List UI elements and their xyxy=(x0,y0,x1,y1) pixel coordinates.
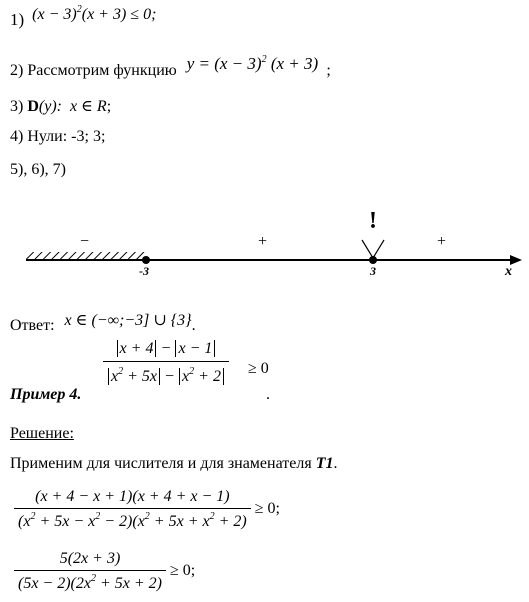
example-4-fraction: $\frac{x + 4 - x - 1}{x^2 + 5x - x^2 + 2}$ xyxy=(103,340,229,386)
touch-arc xyxy=(362,240,384,258)
answer-expression: x ∈ (−∞;−3] ∪ {3} xyxy=(64,312,192,329)
step-2-rhs: ≥ 0; xyxy=(170,562,196,580)
step-1-rhs: ≥ 0; xyxy=(254,500,280,518)
step-1-fraction: $\frac{(x + 4 - x + 1)(x + 4 + x - 1)}{(x^2 + 5x - x^2 - 2)(x^2 + 5x + x^2 + 2)}$ xyxy=(14,488,251,531)
item-1 xyxy=(10,4,157,30)
example-4-end: . xyxy=(266,386,270,403)
item-1-expression: $(x - 3)^2(x + 3) \le 0$; xyxy=(32,4,157,23)
item-3 xyxy=(10,96,111,116)
label-x: x xyxy=(505,264,512,279)
number-line xyxy=(0,200,529,290)
item-3-number: 3) xyxy=(10,98,24,115)
sign-interval-1: − xyxy=(80,233,90,250)
item-2 xyxy=(10,54,331,79)
answer-end: . xyxy=(191,317,196,334)
step-2-fraction: $\frac{5(2x + 3)}{(5x - 2)(2x^2 + 5x + 2)}$ xyxy=(14,550,166,593)
item-1-number: 1) xyxy=(10,10,25,29)
item-2-end: ; xyxy=(326,62,331,79)
step-2 xyxy=(14,550,195,593)
item-3-domain: D xyxy=(27,98,39,115)
label-minus-3: -3 xyxy=(139,264,149,278)
solution-text: Применим для числителя и для знаменателя T1. xyxy=(10,455,338,472)
shaded-region xyxy=(26,252,146,259)
example-4-label: Пример 4. xyxy=(10,386,82,403)
example-4-rhs: ≥ 0 xyxy=(248,360,269,377)
item-3-end: ; xyxy=(106,98,112,115)
item-4: 4) Нули: -3; 3; xyxy=(10,128,106,145)
answer xyxy=(10,312,196,332)
point-minus-3 xyxy=(142,256,150,264)
step-1 xyxy=(14,488,280,531)
answer-label: Ответ: xyxy=(10,317,55,334)
sign-interval-2: + xyxy=(258,233,268,250)
exclamation-mark: ! xyxy=(369,208,377,234)
label-3: 3 xyxy=(370,264,376,278)
theorem-ref: T1 xyxy=(315,455,334,472)
item-3-set: x ∈ R xyxy=(69,98,107,115)
item-2-function: $y = (x - 3)^2$ (x + 3) xyxy=(186,54,319,73)
item-3-arg: (y): xyxy=(38,98,62,115)
sign-interval-3: + xyxy=(437,233,447,250)
item-2-text: 2) Рассмотрим функцию xyxy=(10,62,177,79)
item-5-7: 5), 6), 7) xyxy=(10,161,66,178)
solution-heading: Решение: xyxy=(10,425,74,442)
